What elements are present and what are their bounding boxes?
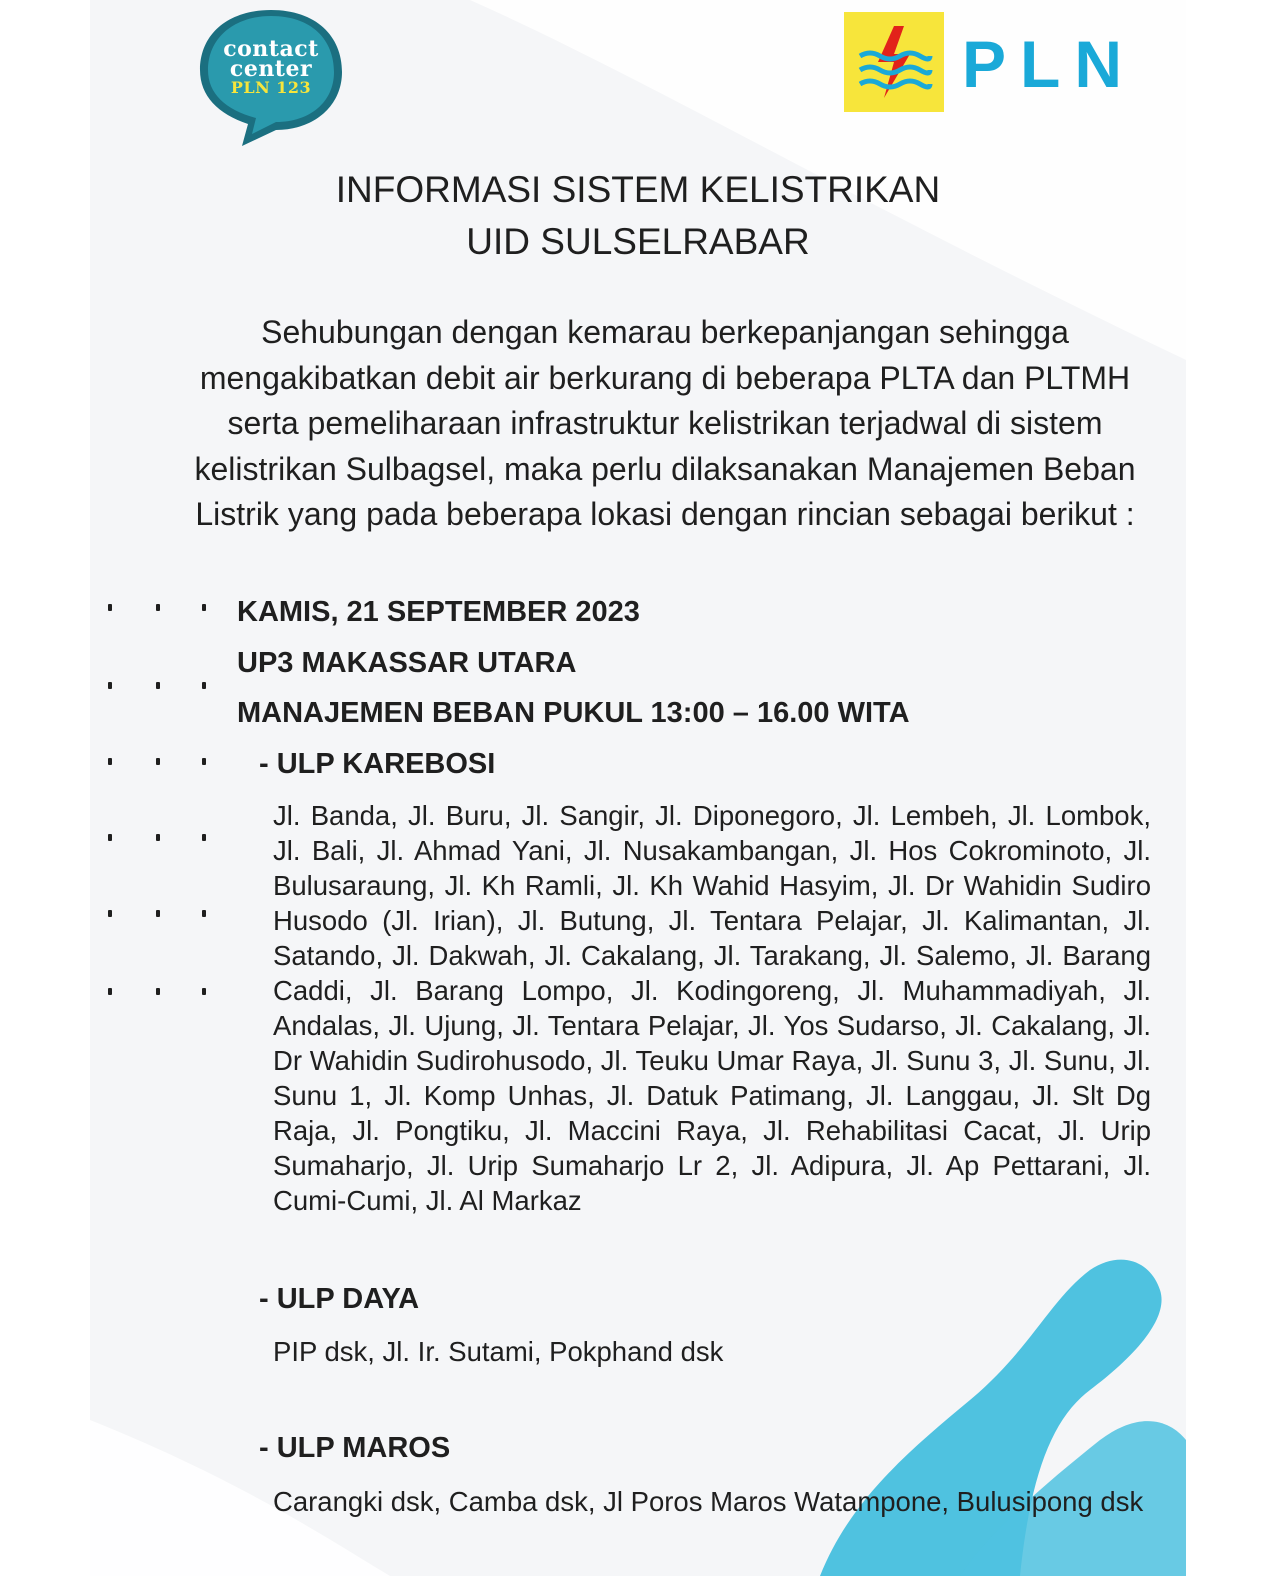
dot-row xyxy=(108,682,218,692)
schedule-date: KAMIS, 21 SEPTEMBER 2023 xyxy=(237,596,640,628)
ulp-maros-areas: Carangki dsk, Camba dsk, Jl Poros Maros Watampone, Bulusipong dsk xyxy=(273,1486,1144,1517)
dot-icon xyxy=(202,758,206,765)
dot-row xyxy=(108,758,218,768)
dot-icon xyxy=(202,604,206,611)
pln-logo xyxy=(844,12,1144,112)
ulp-karebosi-areas: Jl. Banda, Jl. Buru, Jl. Sangir, Jl. Diponegoro, Jl. Lembeh, Jl. Lombok, Jl. Bali, Jl. Ahmad Yani, Jl. Nusakambangan, Jl. Hos Cokrominoto, Jl. Bulusaraung, Jl. Kh Ramli, Jl. Kh Wahid Hasyim, Jl. Dr Wahidin Sudiro Husodo (Jl. Irian), Jl. Butung, Jl. Tentara Pelajar, Jl. Kalimantan, Jl. Satando, Jl. Dakwah, Jl. Cakalang, Jl. Tarakang, Jl. Salemo, Jl. Barang Caddi, Jl. Barang Lompo, Jl. Kodingoreng, Jl. Muhammadiyah, Jl. Andalas, Jl. Ujung, Jl. Tentara Pelajar, Jl. Yos Sudarso, Jl. Cakalang, Jl. Dr Wahidin Sudirohusodo, Jl. Teuku Umar Raya, Jl. Sunu 3, Jl. Sunu, Jl. Sunu 1, Jl. Komp Unhas, Jl. Datuk Patimang, Jl. Langgau, Jl. Slt Dg Raja, Jl. Pongtiku, Jl. Maccini Raya, Jl. Rehabilitasi Cacat, Jl. Urip Sumaharjo, Jl. Urip Sumaharjo Lr 2, Jl. Adipura, Jl. Ap Pettarani, Jl. Cumi-Cumi, Jl. Al Markaz xyxy=(273,800,1151,1216)
schedule-time: MANAJEMEN BEBAN PUKUL 13:00 – 16.00 WITA xyxy=(237,697,910,729)
dot-icon xyxy=(156,988,160,995)
dot-icon xyxy=(202,988,206,995)
contact-center-line3: PLN 123 xyxy=(230,78,312,97)
dot-icon xyxy=(156,758,160,765)
pln-emblem-icon xyxy=(844,12,944,112)
pln-wordmark: PLN xyxy=(962,27,1136,101)
dot-row xyxy=(108,988,218,998)
schedule-unit: UP3 MAKASSAR UTARA xyxy=(237,647,577,679)
dot-row xyxy=(108,910,218,920)
dot-icon xyxy=(108,910,112,917)
page-title-line2: UID SULSELRABAR xyxy=(466,221,810,262)
dot-icon xyxy=(202,682,206,689)
dot-icon xyxy=(202,910,206,917)
dot-row xyxy=(108,604,218,614)
dot-icon xyxy=(108,834,112,841)
dot-icon xyxy=(202,834,206,841)
announcement-poster xyxy=(90,0,1186,1576)
dot-icon xyxy=(108,758,112,765)
dot-icon xyxy=(156,604,160,611)
ulp-daya-heading: - ULP DAYA xyxy=(259,1283,420,1315)
ulp-maros-heading: - ULP MAROS xyxy=(259,1432,451,1464)
dot-row xyxy=(108,834,218,844)
ulp-karebosi-heading: - ULP KAREBOSI xyxy=(259,748,496,780)
contact-center-line1: contact xyxy=(223,36,319,62)
dot-icon xyxy=(156,682,160,689)
contact-center-logo xyxy=(196,6,346,148)
dot-icon xyxy=(108,988,112,995)
intro-paragraph: Sehubungan dengan kemarau berkepanjangan sehingga mengakibatkan debit air berkurang di beberapa PLTA dan PLTMH serta pemeliharaan infrastruktur kelistrikan terjadwal di sistem kelistrikan Sulbagsel, maka perlu dilaksanakan Manajemen Beban Listrik yang pada beberapa lokasi dengan rincian sebagai berikut : xyxy=(194,314,1136,532)
page-title-line1: INFORMASI SISTEM KELISTRIKAN xyxy=(335,169,941,210)
dot-icon xyxy=(108,682,112,689)
dot-icon xyxy=(156,910,160,917)
dot-icon xyxy=(108,604,112,611)
ulp-daya-areas: PIP dsk, Jl. Ir. Sutami, Pokphand dsk xyxy=(273,1336,724,1367)
contact-center-line2: center xyxy=(229,56,313,82)
dot-icon xyxy=(156,834,160,841)
